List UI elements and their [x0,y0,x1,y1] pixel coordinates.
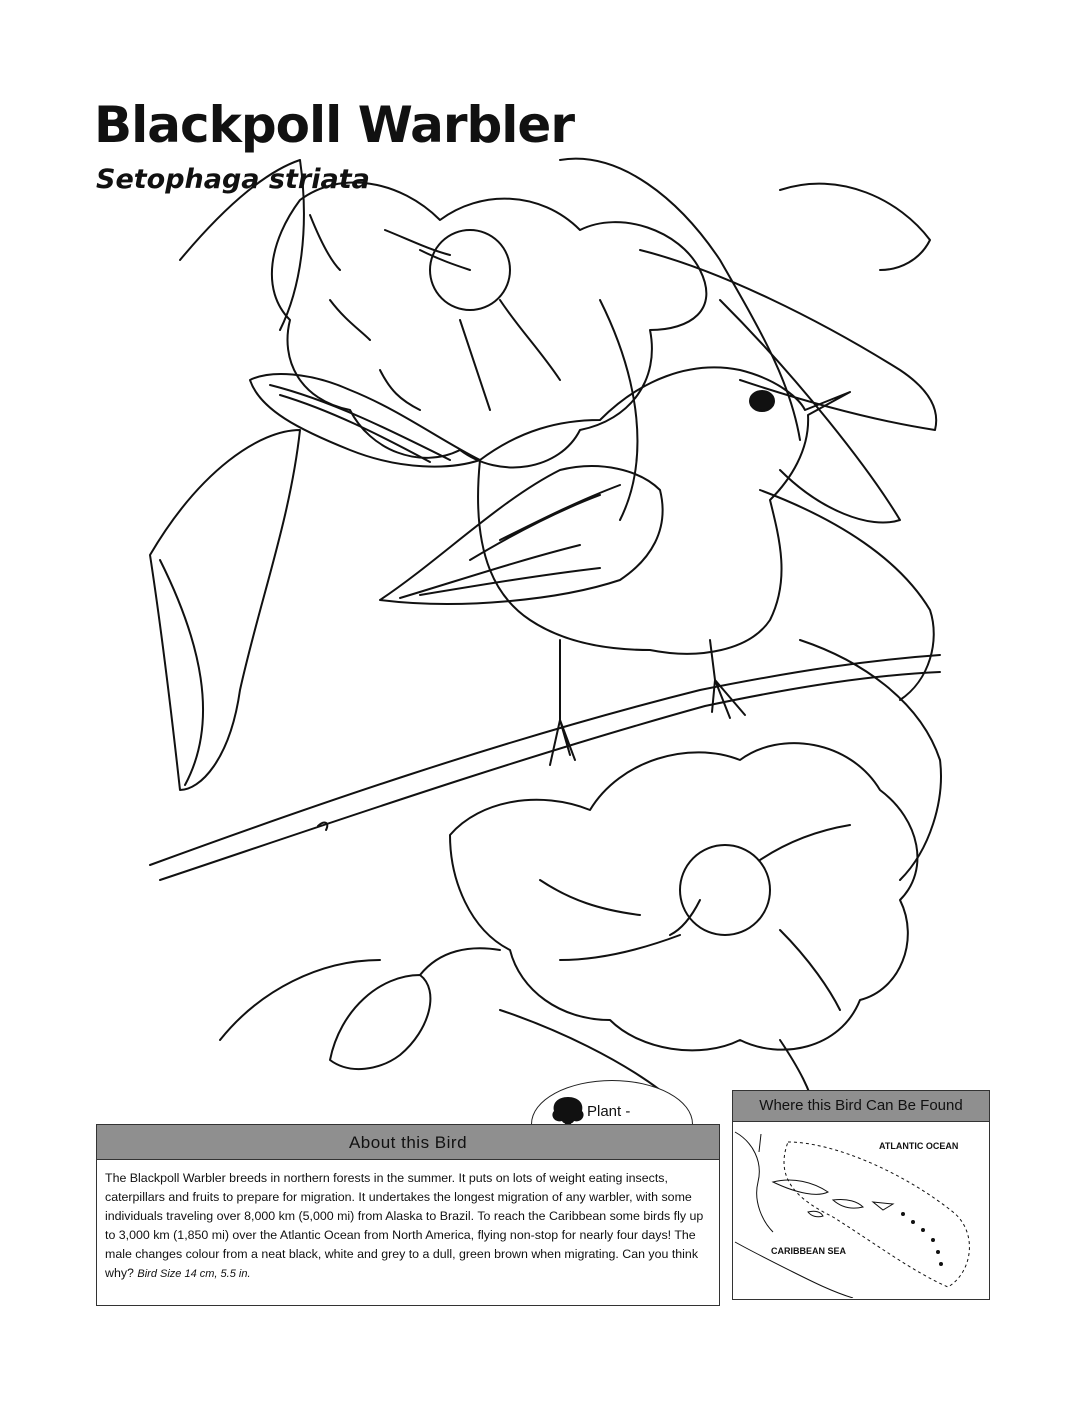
map-island [773,1180,828,1194]
map-coastline [735,1132,773,1232]
map-coastline [759,1134,761,1152]
leaf-outline [640,250,936,430]
about-text [105,1169,711,1284]
leaf-outline [800,640,941,880]
leaf-outline [720,300,900,523]
about-header [97,1125,719,1160]
flower-outline [460,300,560,410]
leaf-outline [150,430,300,790]
bird-wing [380,466,663,604]
leaf-outline [780,184,930,270]
map-label-ocean: ATLANTIC OCEAN [879,1141,959,1151]
scientific-name: Setophaga striata [96,164,370,195]
map-header [733,1091,989,1122]
about-header-label: About this Bird [348,1133,468,1152]
flower-outline [272,183,706,468]
about-body: The Blackpoll Warbler breeds in northern forests in the summer. It puts on lots of weight eating insects, caterpillars and fruits to prepare for migration. It undertakes the longest migration of any warbler, with some individuals traveling over 8,000 km (5,000 mi) from Alaska to Brazil. To reach the Caribbean some birds fly up to 3,000 km (1,850 mi) over the Atlantic Ocean from North America, flying non-stop for nearly four days! The male changes colour from a neat black, white and grey to a dull, green brown when migrating. Can you think why? [105,1171,704,1280]
flower-stamen [385,230,470,270]
bird-leg [550,640,575,765]
about-panel [96,1124,720,1306]
plant-label-line1: Plant - [587,1103,631,1120]
branch [160,672,940,880]
page-title: Blackpoll Warbler [94,96,574,154]
map-header-label: Where this Bird Can Be Found [759,1097,963,1114]
leaf-outline [220,960,380,1040]
leaf-outline [600,300,637,520]
leaf-outline [500,1010,660,1090]
flower-bud [420,948,500,975]
bird-eye [750,391,774,411]
map-island [873,1202,893,1210]
flower-outline [540,880,840,1010]
map-island [833,1199,863,1208]
range-map-panel [732,1090,990,1300]
bird-size: Bird Size 14 cm, 5.5 in. [137,1268,251,1280]
flower-outline [450,743,917,1050]
flower-center [680,845,770,935]
leaf-outline [760,490,934,700]
branch [150,655,940,865]
flower-bud [330,975,430,1069]
map-island [808,1211,823,1217]
map-label-sea: CARIBBEAN SEA [771,1246,847,1256]
